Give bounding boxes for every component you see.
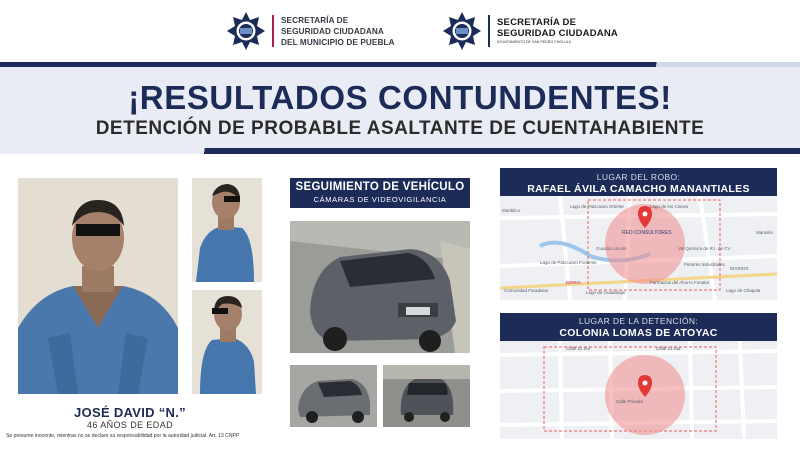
right-logo-subline: AYUNTAMIENTO DE SAN PEDRO CHOLULA [497,40,572,44]
logo-divider [488,15,490,47]
map-label: Calle 13 Sur [656,346,681,351]
map-label: Lago de los Cisnes [650,204,689,209]
map-label: DIARIOS [730,266,749,271]
map-label: BIRRIA [566,280,582,285]
cholula-security-logo [442,11,618,51]
map-label: Pintores Industriales [684,262,725,267]
map-label: Lago de Patzcuaro Oriente [570,204,624,209]
arrest-location-place: COLONIA LOMAS DE ATOYAC [559,327,718,339]
header-logos [0,0,800,62]
map-label: Lago de Patzcuaro Poniente [540,260,597,265]
arrest-location-map [500,341,777,439]
logo-divider [272,15,274,47]
arrest-location-caption: LUGAR DE LA DETENCIÓN: [578,316,699,326]
right-logo-text [497,17,618,45]
headline-title: ¡RESULTADOS CONTUNDENTES! [128,79,672,116]
vehicle-tracking-label [290,178,470,208]
suspect-front-photo [18,178,178,394]
suspect-name: JOSÉ DAVID “N.” [74,405,186,420]
right-logo-line: SECRETARÍA DE [497,17,577,28]
left-logo-text [281,15,395,48]
map-label: Lago de Guadalupe [586,290,626,295]
right-logo-line: SEGURIDAD CIUDADANA [497,28,618,39]
legal-disclaimer: Se presume inocente, mientras no se declare su responsabilidad por la autoridad judicial. Art. 13 CNPP [6,433,240,439]
puebla-security-logo [226,11,395,51]
suspect-age: 46 AÑOS DE EDAD [86,420,174,430]
map-label: Mueblico [502,208,521,213]
map-label: Val Química de R.I. de CV [678,246,731,251]
left-logo-line: DEL MUNICIPIO DE PUEBLA [281,37,395,47]
headline-subtitle: DETENCIÓN DE PROBABLE ASALTANTE DE CUENTAHABIENTE [95,118,705,139]
headline-banner [0,67,800,154]
robbery-location-caption: LUGAR DEL ROBO: [596,172,681,182]
left-logo-line: SECRETARÍA DE [281,15,349,25]
left-logo-line: SEGURIDAD CIUDADANA [281,26,384,36]
suspect-profile-photo-right [192,178,262,282]
vehicle-photo-2 [290,365,377,427]
map-label: Farmacias del Ahorro Fonatur [650,280,710,285]
vehicle-tracking-title: SEGUIMIENTO DE VEHÍCULO [295,181,465,193]
vehicle-tracking-subtitle: CÁMARAS DE VIDEOVIGILANCIA [313,195,447,204]
map-label: Calle Privada [616,399,643,404]
arrest-location-label [500,313,777,341]
vehicle-photo-3 [383,365,470,427]
map-label: Guarda Lincoln [596,246,627,251]
robbery-location-label [500,168,777,196]
map-label: Comunidad Faradalos [504,288,549,293]
robbery-location-map [500,196,777,300]
robbery-location-place: RAFAEL ÁVILA CAMACHO MANANTIALES [527,183,750,195]
map-label: RED CONSULTORES [622,230,672,236]
map-label: Calle 11 Sur [566,346,591,351]
map-label: Lago de Chapala [726,288,761,293]
map-label: Mansión [756,230,774,235]
suspect-profile-photo-left [192,290,262,394]
police-star-icon [442,11,482,51]
vehicle-main-photo [290,221,470,353]
police-star-icon [226,11,266,51]
